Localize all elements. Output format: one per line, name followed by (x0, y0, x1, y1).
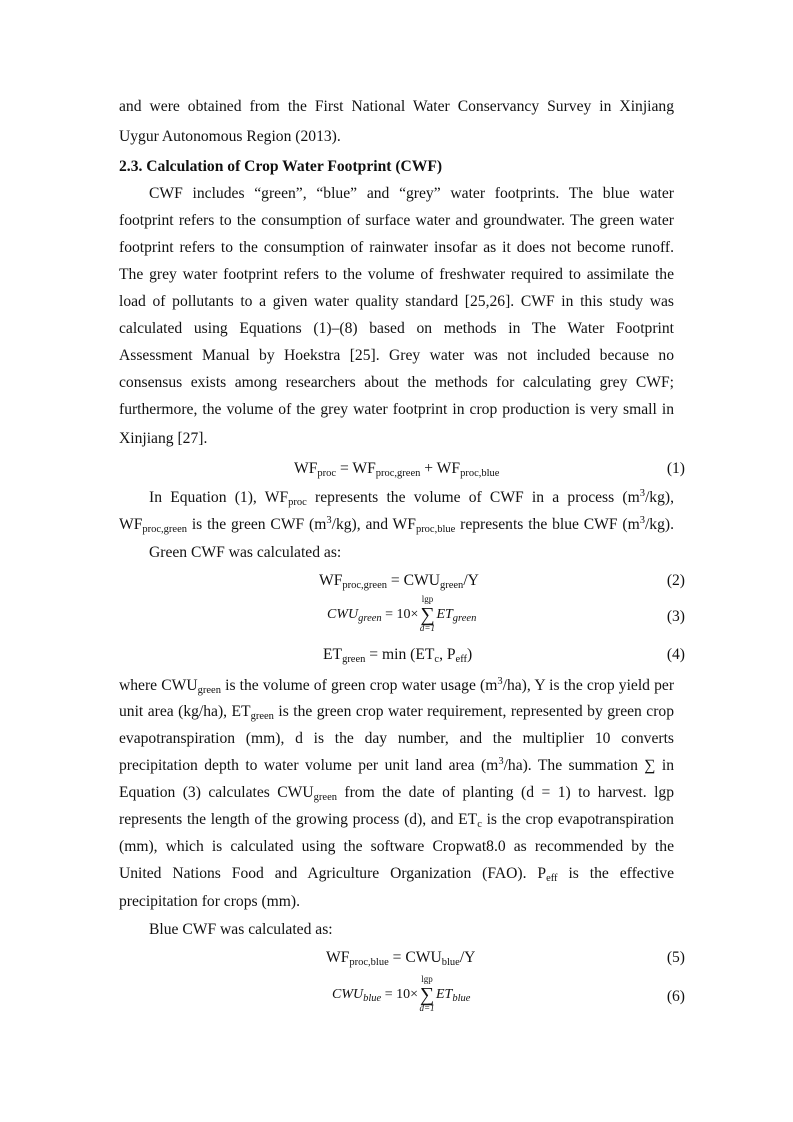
summation-symbol: lgp ∑ d=1 (419, 974, 435, 1013)
text-line: where $CWU_{green}$ is the volume of green crop water usage $(m^3/ha)$, Y is the crop yield per (119, 676, 675, 696)
text-line: Xinjiang [27]. (119, 430, 208, 447)
text-line: United Nations Food and Agriculture Organization (FAO). $P_{eff}$ is the effective (119, 865, 674, 884)
section-heading: 2.3. Calculation of Crop Water Footprint (CWF) (119, 158, 443, 175)
text-line: Assessment Manual by Hoekstra [25]. Grey water was not included because no (119, 347, 674, 364)
text-line: Green CWF was calculated as: (149, 544, 342, 561)
text-line: consensus exists among researchers about the methods for calculating grey CWF; (119, 374, 674, 391)
text-line: unit area (kg/ha), $ET_{green}$ is the green crop water requirement, represented by green crop (119, 703, 674, 722)
text-line: and were obtained from the First National Water Conservancy Survey in Xinjiang (119, 98, 674, 115)
text-line: footprint refers to the consumption of rainwater insofar as it does not become runoff. (119, 239, 674, 256)
text-line: The grey water footprint refers to the volume of freshwater required to assimilate the (119, 266, 674, 283)
text-line: footprint refers to the consumption of surface water and groundwater. The green water (119, 212, 674, 229)
text-line: Blue CWF was calculated as: (149, 921, 333, 938)
equation-number: (1) (666, 460, 685, 477)
text-line: precipitation for crops (mm). (119, 893, 301, 910)
equation-1: $WF_{proc} = WF_{proc,green} + WF_{proc,blue}$ (294, 460, 500, 479)
text-line: (mm), which is calculated using the software Cropwat8.0 as recommended by the (119, 838, 674, 855)
equation-number: (6) (666, 988, 685, 1005)
text-line: represents the length of the growing process (d), and $ET_c$ is the crop evapotranspiration (119, 811, 674, 830)
equation-2: $WF_{proc,green} = CWU_{green}/Y$ (319, 572, 479, 591)
equation-3: $CWU_{green} = 10\times$ lgp ∑ d=1 $ET_{green}$ (327, 594, 477, 633)
text-line: load of pollutants to a given water quality standard [25,26]. CWF in this study was (119, 293, 674, 310)
text-line: In Equation (1), $WF_{proc}$ represents the volume of CWF in a process $(m^3/kg)$, (149, 488, 674, 508)
text-line: calculated using Equations (1)–(8) based on methods in The Water Footprint (119, 320, 674, 337)
equation-number: (4) (666, 646, 685, 663)
text-line: CWF includes “green”, “blue” and “grey” water footprints. The blue water (149, 185, 674, 202)
summation-symbol: lgp ∑ d=1 (419, 594, 435, 633)
equation-number: (3) (666, 608, 685, 625)
equation-5: $WF_{proc,blue} = CWU_{blue}/Y$ (326, 949, 476, 968)
text-line: Uygur Autonomous Region (2013). (119, 128, 341, 145)
text-line: furthermore, the volume of the grey water footprint in crop production is very small in (119, 401, 674, 418)
text-line: Equation (3) calculates $CWU_{green}$ from the date of planting (d = 1) to harvest. lgp (119, 784, 674, 803)
text-line: $WF_{proc,green}$ is the green CWF $(m^3/kg)$, and $WF_{proc,blue}$ represents the blue CWF $(m^3/kg)$. (119, 515, 674, 535)
text-line: evapotranspiration (mm), d is the day number, and the multiplier 10 converts (119, 730, 674, 747)
text-line: precipitation depth to water volume per unit land area $(m^3/ha)$. The summation ∑ in (119, 756, 675, 774)
equation-number: (5) (666, 949, 685, 966)
equation-4: $ET_{green} = \min (ET_c$, $P_{eff}$) (323, 646, 473, 665)
equation-6: $CWU_{blue} = 10\times$ lgp ∑ d=1 $ET_{blue}$ (332, 974, 471, 1013)
equation-number: (2) (666, 572, 685, 589)
